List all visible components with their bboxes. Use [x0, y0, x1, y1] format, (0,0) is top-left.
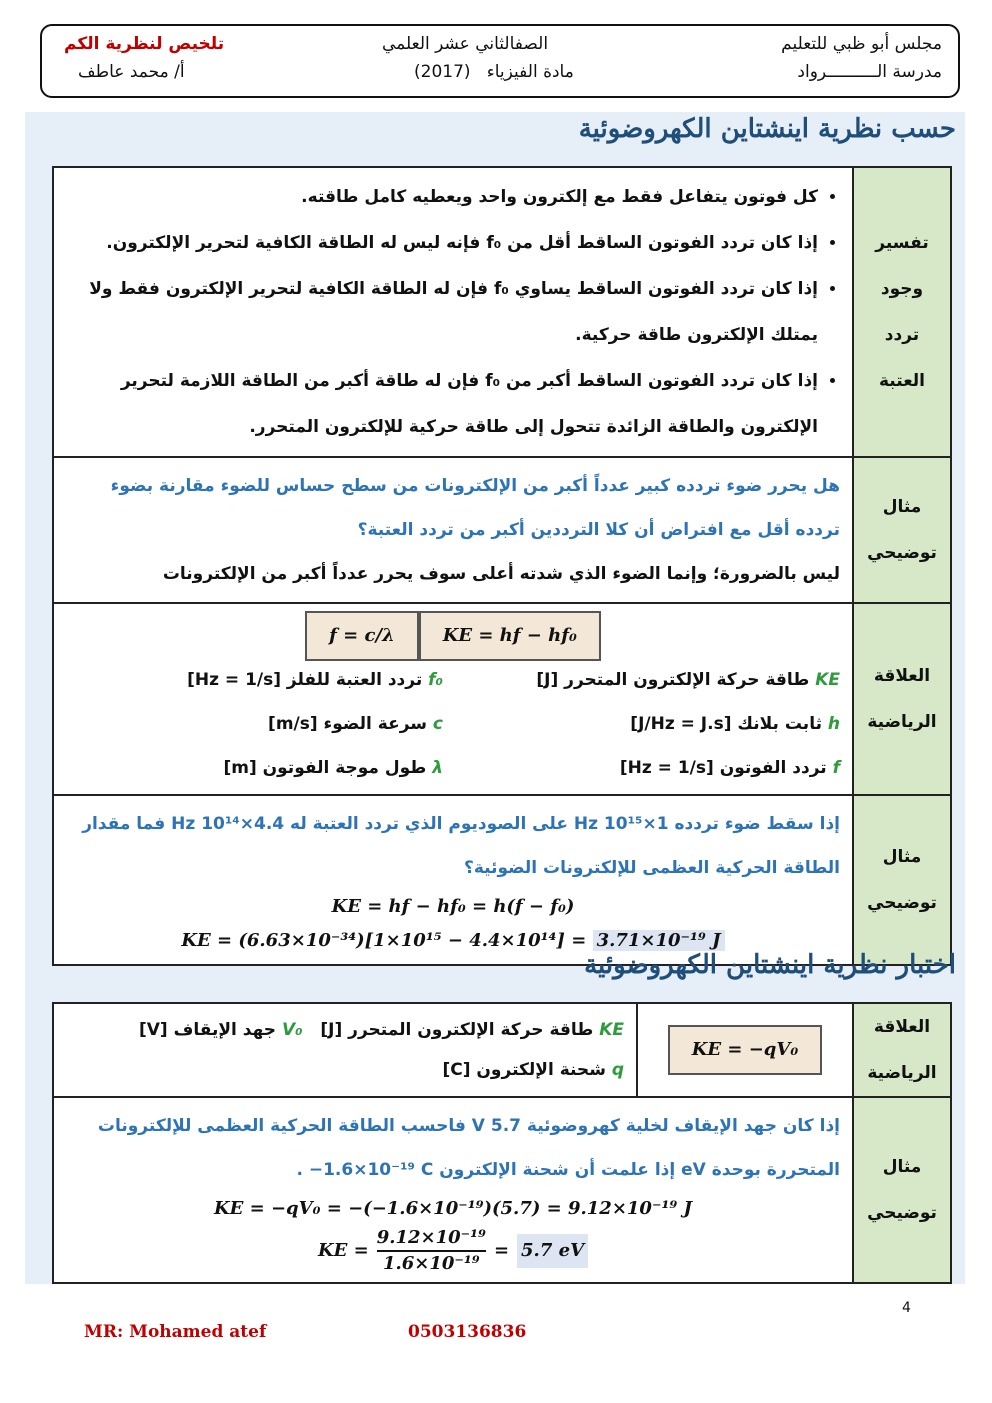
section2-relation-label: العلاقة الرياضية	[853, 1003, 951, 1097]
variable-item: λ طول موجة الفوتون [m]	[223, 758, 443, 778]
list-item: • إذا كان تردد الفوتون الساقط أقل من f₀ فإنه ليس له الطاقة الكافية لتحرير الإلكترون.	[66, 220, 818, 266]
section2-table	[52, 1002, 952, 1284]
variable-item: KE طاقة حركة الإلكترون المتحرر [J]	[536, 670, 840, 690]
example2-line2: KE = (6.63×10⁻³⁴)[1×10¹⁵ − 4.4×10¹⁴] = 3.71×10⁻¹⁹ J	[66, 924, 840, 958]
relation-row	[53, 603, 951, 795]
example2-line1: KE = hf − hf₀ = h(f − f₀)	[331, 896, 575, 917]
example2-label: مثال توضيحي	[853, 795, 951, 965]
header-council: مجلس أبو ظبي للتعليم	[781, 34, 942, 54]
section1-title: حسب نظرية اينشتاين الكهروضوئية	[578, 114, 956, 144]
header-summary-title: تلخيص لنظرية الكم	[64, 34, 225, 54]
interpretation-points	[53, 167, 853, 457]
header-subject: مادة الفيزياء	[486, 62, 574, 82]
page-header	[40, 24, 960, 98]
interpretation-label: تفسير وجود تردد العتبة	[853, 167, 951, 457]
example1-body	[53, 457, 853, 603]
fraction: $\frac{\text{9.12×10⁻¹⁹}}{\text{1.6×10⁻¹⁹}}$	[376, 1227, 486, 1274]
footer-name: MR: Mohamed atef	[84, 1322, 267, 1342]
variable-item: q شحنة الإلكترون [C]	[442, 1060, 624, 1080]
section1-table	[52, 166, 952, 966]
variable-item: f₀ تردد العتبة للفلز [Hz = 1/s]	[187, 670, 443, 690]
footer-phone: 0503136836	[408, 1322, 527, 1342]
section2-variables	[53, 1003, 637, 1097]
section2-relation-row	[53, 1003, 951, 1097]
example1-question: هل يحرر ضوء تردده كبير عدداً أكبر من الإلكترونات من سطح حساس للضوء مقارنة بضوء تردده أقل مع افتراض أن كلا الترددين أكبر من تردد العتبة؟	[110, 476, 840, 540]
example2-question: إذا سقط ضوء تردده 1×10¹⁵ Hz على الصوديوم الذي تردد العتبة له 4.4×10¹⁴ Hz فما مقدار الطاقة الحركية العظمى للإلكترونات الضوئية؟	[82, 814, 840, 878]
example2-body	[53, 795, 853, 965]
header-year: (2017)	[414, 62, 471, 82]
variable-item: KE طاقة حركة الإلكترون المتحرر [J]	[320, 1020, 624, 1040]
section2-example-label: مثال توضيحي	[853, 1097, 951, 1283]
section2-formula-cell	[637, 1003, 853, 1097]
section2-example-line1: KE = −qV₀ = −(−1.6×10⁻¹⁹)(5.7) = 9.12×10⁻¹⁹ J	[213, 1198, 692, 1219]
list-item: • كل فوتون يتفاعل فقط مع إلكترون واحد ويعطيه كامل طاقته.	[66, 174, 818, 220]
list-item: • إذا كان تردد الفوتون الساقط أكبر من f₀ فإن له طاقة أكبر من الطاقة اللازمة لتحرير الإلكترون والطاقة الزائدة تتحول إلى طاقة حركية للإلكترون المتحرر.	[66, 358, 818, 450]
example2-result: 3.71×10⁻¹⁹ J	[593, 930, 725, 951]
section2-example-question: إذا كان جهد الإيقاف لخلية كهروضوئية 5.7 V فاحسب الطاقة الحركية العظمى للإلكترونات المتحررة بوحدة eV إذا علمت أن شحنة الإلكترون ‎−1.6×10⁻¹⁹ C .	[97, 1116, 840, 1180]
header-grade: الصفالثاني عشر العلمي	[382, 34, 549, 54]
example2-row	[53, 795, 951, 965]
formula-box	[66, 611, 840, 661]
relation-body	[53, 603, 853, 795]
variable-item: c سرعة الضوء [m/s]	[268, 714, 443, 734]
example1-label: مثال توضيحي	[853, 457, 951, 603]
variable-item: f تردد الفوتون [Hz = 1/s]	[619, 758, 840, 778]
formula-kinetic-energy: KE = hf − hf₀	[419, 611, 601, 661]
section2-title: اختبار نظرية اينشتاين الكهروضوئية	[584, 950, 956, 980]
formula-stopping-potential: KE = −qV₀	[668, 1025, 823, 1075]
header-teacher: أ/ محمد عاطف	[78, 62, 185, 82]
variables-grid	[66, 661, 840, 787]
example1-row	[53, 457, 951, 603]
section2-example-body	[53, 1097, 853, 1283]
variable-item: V₀ جهد الإيقاف [V]	[138, 1020, 303, 1040]
page-number: 4	[902, 1300, 911, 1316]
section2-example-result: 5.7 eV	[517, 1234, 588, 1268]
formula-frequency: f = c/λ	[305, 611, 419, 661]
relation-label: العلاقة الرياضية	[853, 603, 951, 795]
section2-example-row	[53, 1097, 951, 1283]
interpretation-row	[53, 167, 951, 457]
example1-answer: ليس بالضرورة؛ وإنما الضوء الذي شدته أعلى سوف يحرر عدداً أكبر من الإلكترونات	[162, 564, 840, 584]
list-item: • إذا كان تردد الفوتون الساقط يساوي f₀ فإن له الطاقة الكافية لتحرير الإلكترون فقط ولا يمتلك الإلكترون طاقة حركية.	[66, 266, 818, 358]
section2-example-line2: KE = $\frac{\text{9.12×10⁻¹⁹}}{\text{1.6×10⁻¹⁹}}$ = 5.7 eV	[66, 1226, 840, 1276]
header-subject-line	[414, 62, 574, 82]
variable-item: h ثابت بلانك [J/Hz = J.s]	[630, 714, 840, 734]
header-school: مدرسة الــــــــــرواد	[797, 62, 942, 82]
